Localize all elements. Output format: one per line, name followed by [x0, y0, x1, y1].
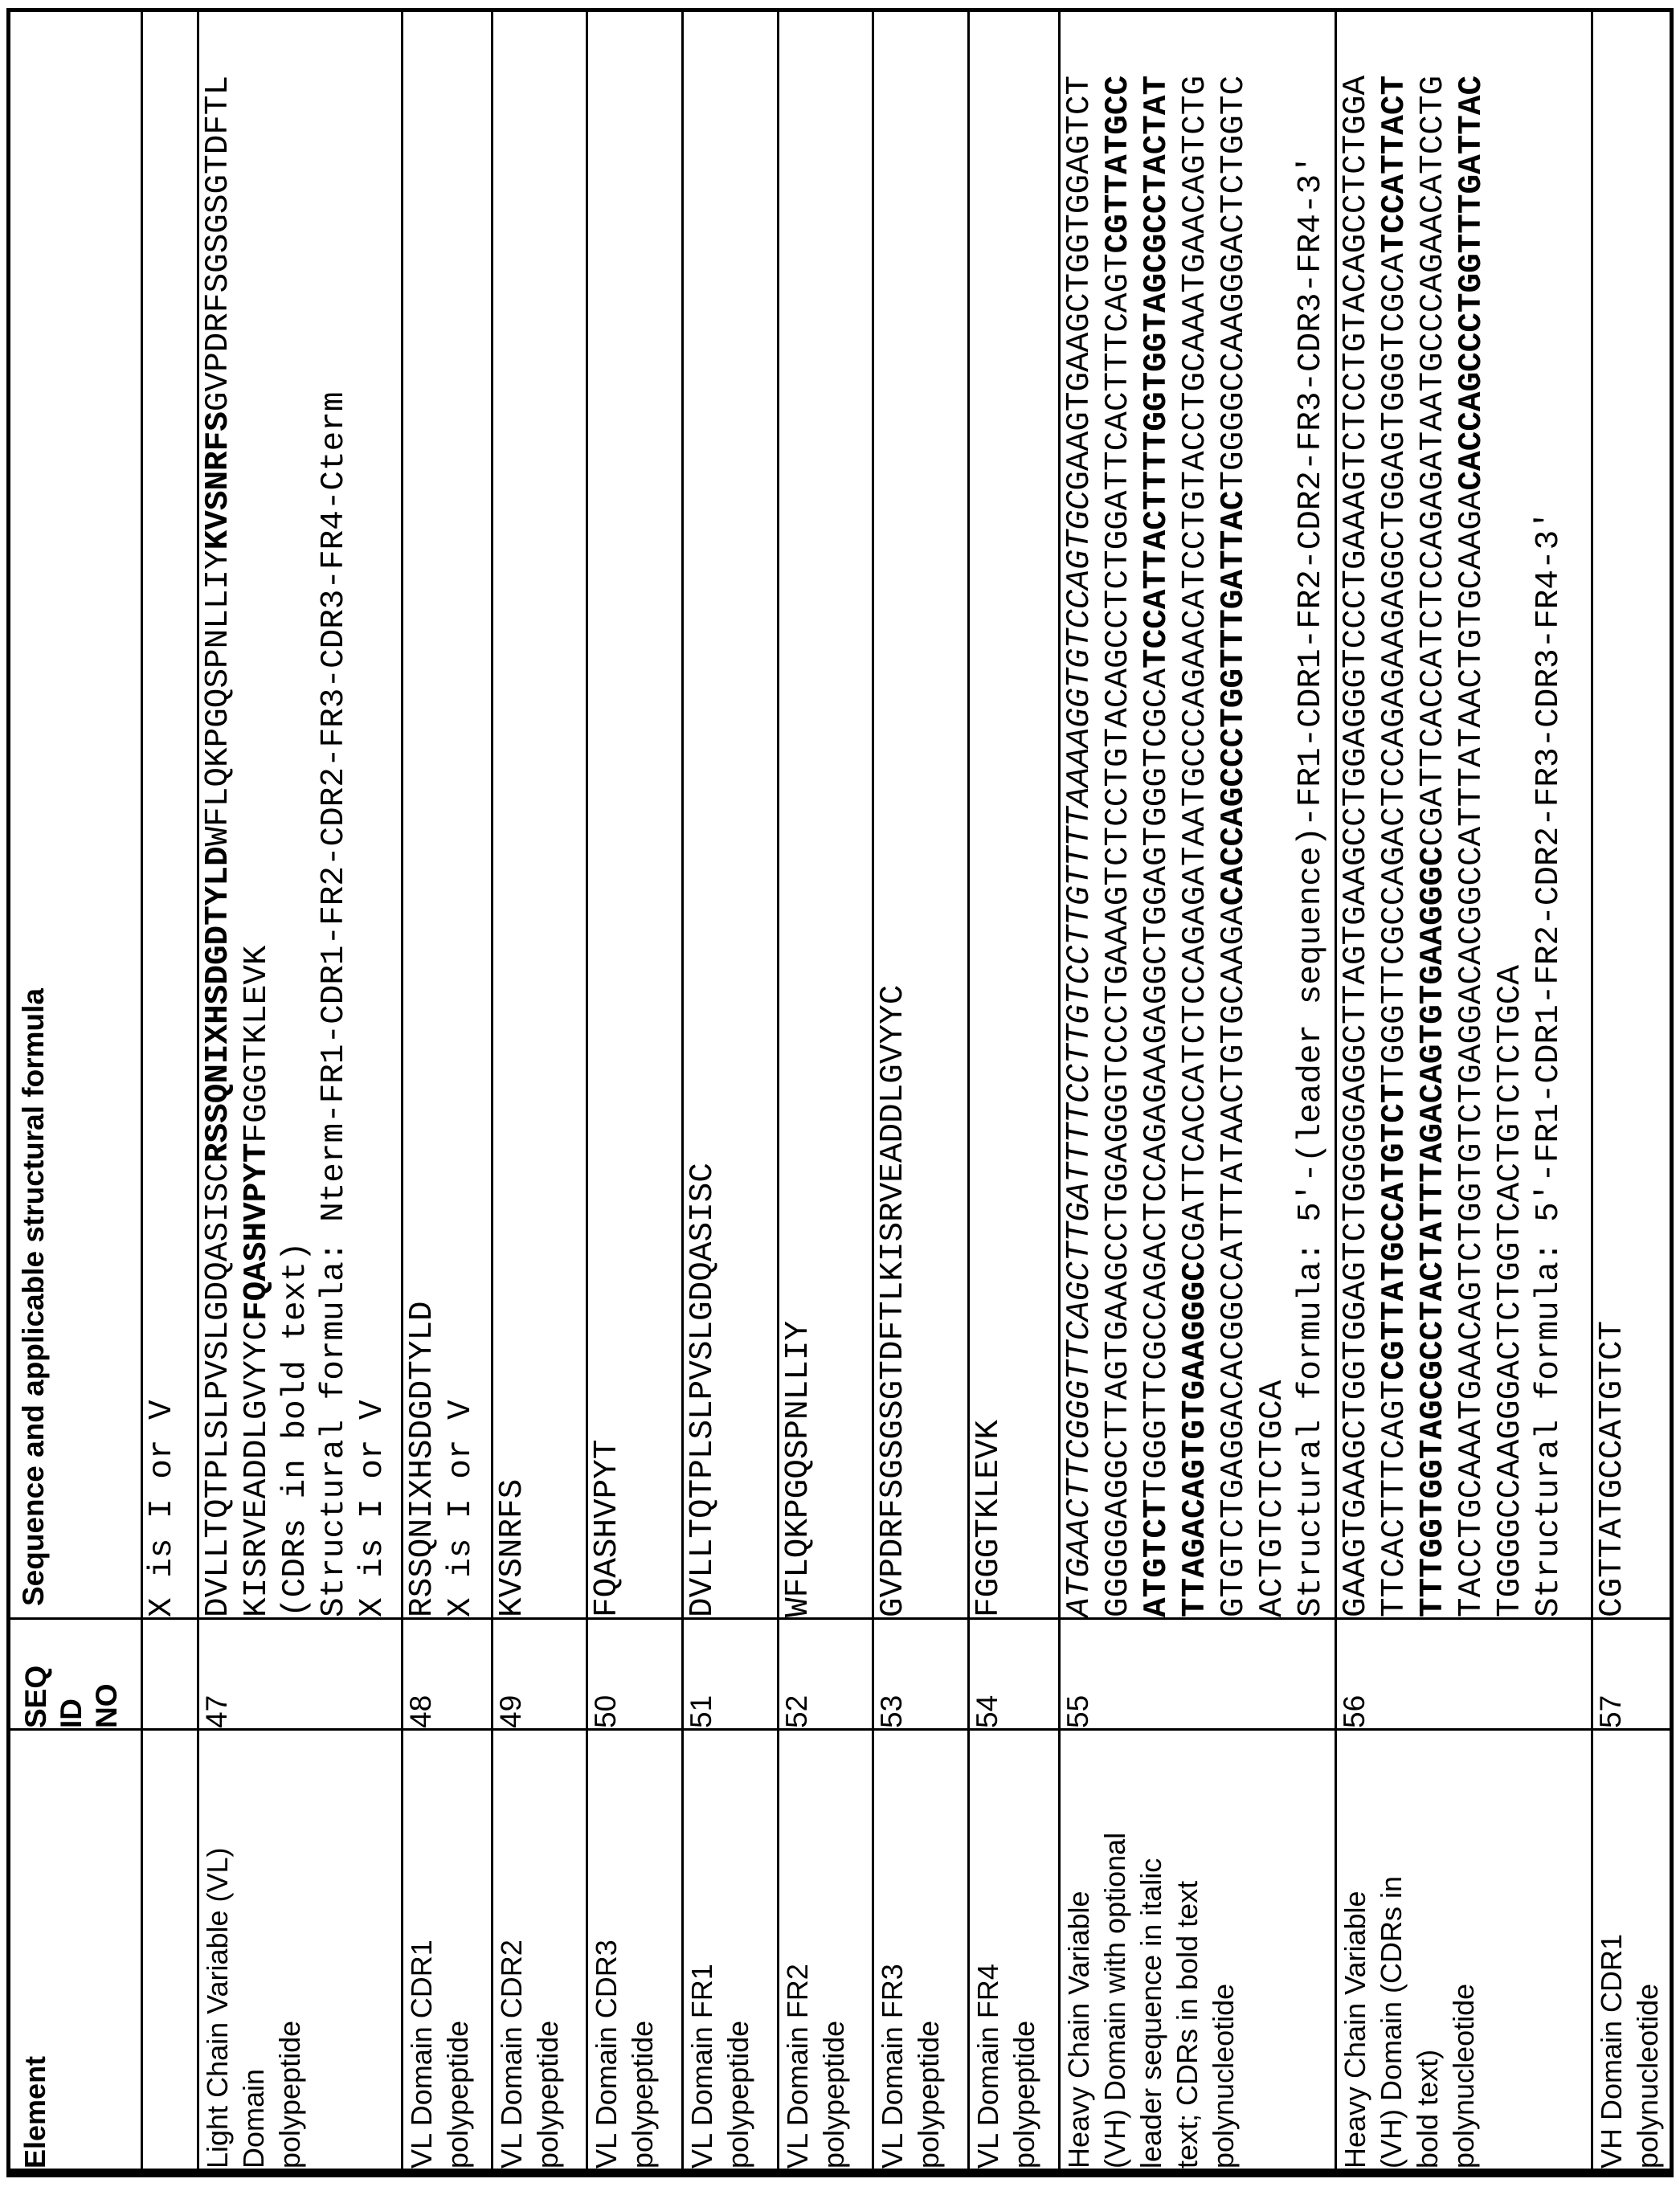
- sequence-line: [1099, 12, 1138, 1617]
- sequence-line: [1491, 12, 1530, 1617]
- sequence-cell: [142, 10, 198, 1619]
- element-line: VL Domain FR3: [876, 1964, 909, 2169]
- element-line: bold text): [1411, 2049, 1444, 2169]
- sequence-cell: [587, 10, 683, 1619]
- element-line: (VH) Domain (CDRs in: [1375, 1875, 1408, 2169]
- sequence-segment: TCCATTACTTTTGGTGGTAGCGCCTACTAT: [1138, 75, 1175, 668]
- seq-id-cell: 53: [873, 1619, 969, 1730]
- sequence-cell: [873, 10, 969, 1619]
- element-line: polypeptide: [721, 2020, 754, 2169]
- sequence-line: [970, 12, 1008, 1617]
- sequence-segment: CGATTCACCATCTCCAGAGATAATGCCCAGAACATCCTG: [1415, 75, 1452, 847]
- sequence-segment: TTTGGTGGTAGCGCCTACTATTTAGACAGTGTGAAGGGC: [1415, 846, 1452, 1617]
- element-cell: [779, 1730, 873, 2173]
- sequence-line: [354, 12, 392, 1617]
- sequence-segment: FQASHVPYT: [239, 1143, 276, 1321]
- sequence-segment: X is I or V: [354, 1400, 391, 1617]
- sequence-cell: [1592, 10, 1672, 1619]
- sequence-segment: CGATTCACCATCTCCAGAGATAATGCCCAGAACATCCTGTACCTGCAAATGAACAGTCTG: [1177, 75, 1214, 1262]
- element-cell: [587, 1730, 683, 2173]
- sequence-segment: TTCACTTTCAGT: [1376, 1380, 1413, 1617]
- sequence-segment: TCCATTACT: [1376, 75, 1413, 254]
- seq-id-cell: 50: [587, 1619, 683, 1730]
- table-row: [1336, 10, 1592, 2173]
- sequence-segment: ACTGTCTCTGCA: [1254, 1380, 1291, 1617]
- sequence-line: [403, 12, 442, 1617]
- element-cell: [403, 1730, 493, 2173]
- element-line: VH Domain CDR1: [1595, 1933, 1628, 2169]
- sequence-segment: FGGGTKLEVK: [971, 1419, 1008, 1617]
- sequence-line: [588, 12, 627, 1617]
- sequence-segment: Structural formula: Nterm-FR1-CDR1-FR2-CDR2-FR3-CDR3-FR4-Cterm: [316, 391, 353, 1617]
- sequence-segment: GAAGTGAAGCTGGTGGAGTCTGGGGGAGGCTTAGTGAAGCCTGGAGGGTCCCTGAAAGTCTCCTGTACAGCCTCTGGA: [1338, 75, 1375, 1617]
- sequence-segment: FQASHVPYT: [589, 1439, 626, 1617]
- sequence-segment: TGGGGCCAAGGGACTCTGGTC: [1216, 75, 1253, 491]
- table-row: [683, 10, 779, 2173]
- seq-id-cell: 51: [683, 1619, 779, 1730]
- sequence-line: [1337, 12, 1375, 1617]
- table-header-row: [9, 10, 142, 2173]
- col-header-seq-id-no: SEQ ID NO: [9, 1619, 142, 1730]
- element-cell: [1592, 1730, 1672, 2173]
- element-cell: [969, 1730, 1060, 2173]
- sequence-segment: GAAGTGAAGCTGGTGGAGTCT: [1061, 75, 1098, 491]
- sequence-segment: RSSQNIXHSDGDTYLD: [404, 1301, 441, 1617]
- table-row: [587, 10, 683, 2173]
- sequence-segment: TACCTGCAAATGAACAGTCTGGTGTCTGAGGACACGGCCATTTATAACTGTGCAAGA: [1453, 490, 1490, 1617]
- seq-id-cell: 47: [198, 1619, 403, 1730]
- element-line: polynucleotide: [1447, 1983, 1480, 2169]
- sequence-cell: [779, 10, 873, 1619]
- element-line: (VH) Domain with optional: [1098, 1832, 1131, 2169]
- seq-id-cell: 57: [1592, 1619, 1672, 1730]
- sequence-line: [315, 12, 354, 1617]
- element-line: polypeptide: [1008, 2020, 1040, 2169]
- table-row: [779, 10, 873, 2173]
- element-line: VL Domain CDR2: [495, 1940, 528, 2169]
- sequence-segment: CGTTATGCCATGTCT: [1594, 1320, 1631, 1617]
- table-row: [493, 10, 587, 2173]
- element-line: Light Chain Variable (VL): [201, 1847, 234, 2169]
- sequence-segment: ATGAACTTCGGGTTCAGCTTGATTTTCCTTGTCCTTGTTTTAAAAGGTGTCCAGTGC: [1061, 490, 1098, 1617]
- sequence-listing-table: [6, 8, 1674, 2177]
- element-line: polypeptide: [817, 2020, 850, 2169]
- element-cell: [1060, 1730, 1336, 2173]
- sequence-line: [1593, 12, 1632, 1617]
- element-cell: [142, 1730, 198, 2173]
- sequence-line: [1530, 12, 1568, 1617]
- sequence-cell: [198, 10, 403, 1619]
- sequence-segment: CGTTATGCCATGTCT: [1376, 1083, 1413, 1380]
- element-line: polypeptide: [912, 2020, 945, 2169]
- sequence-line: [1414, 12, 1453, 1617]
- sequence-line: [1453, 12, 1491, 1617]
- table-row: [1592, 10, 1672, 2173]
- sequence-segment: TTAGACAGTGTGAAGGGC: [1177, 1261, 1214, 1617]
- seq-id-cell: 48: [403, 1619, 493, 1730]
- sequence-line: [1215, 12, 1253, 1617]
- sequence-cell: [1060, 10, 1336, 1619]
- sequence-line: [1138, 12, 1176, 1617]
- sequence-segment: TGGGGCCAAGGGACTCTGGTCACTGTCTCTGCA: [1492, 965, 1529, 1617]
- sequence-segment: GGGGGAGGCTTAGTGAAGCCTGGAGGGTCCCTGAAAGTCTCCTGTACAGCCTCTGGATTCACTTTCAGT: [1100, 253, 1137, 1617]
- sequence-segment: DVLLTQTPLSLPVSLGDQASISC: [200, 1163, 237, 1617]
- col-header-element: Element: [9, 1730, 142, 2173]
- sequence-segment: CACCAGCCCTGGTTTGATTAC: [1216, 490, 1253, 906]
- sequence-line: [684, 12, 722, 1617]
- sequence-cell: [403, 10, 493, 1619]
- sequence-segment: GVPDRFSGSGSGTDFTLKISRVEADDLGVYYC: [875, 984, 912, 1617]
- sequence-segment: WFLQKPGQSPNLLIY: [200, 550, 237, 847]
- table-row: [1060, 10, 1336, 2173]
- sequence-segment: FGGGTKLEVK: [239, 945, 276, 1143]
- sequence-segment: GTGTCTGAGGACACGGCCATTTATAACTGTGCAAGA: [1216, 905, 1253, 1617]
- sequence-line: [1375, 12, 1414, 1617]
- seq-id-cell: 49: [493, 1619, 587, 1730]
- sequence-segment: CACCAGCCCTGGTTTGATTAC: [1453, 75, 1490, 491]
- sequence-segment: KVSNRFS: [200, 411, 237, 550]
- table-body: [9, 10, 1672, 2173]
- element-line: leader sequence in italic: [1134, 1858, 1167, 2169]
- sequence-line: [1253, 12, 1292, 1617]
- sequence-segment: CGTTATGCC: [1100, 75, 1137, 254]
- sequence-line: [1061, 12, 1099, 1617]
- sequence-cell: [969, 10, 1060, 1619]
- sequence-segment: X is I or V: [443, 1400, 480, 1617]
- element-cell: [198, 1730, 403, 2173]
- element-line: polypeptide: [531, 2020, 564, 2169]
- sequence-segment: X is I or V: [144, 1400, 181, 1617]
- sequence-line: [1292, 12, 1331, 1617]
- seq-id-cell: 52: [779, 1619, 873, 1730]
- element-line: VL Domain CDR3: [590, 1940, 623, 2169]
- sequence-segment: RSSQNIXHSDGDTYLD: [200, 846, 237, 1163]
- element-cell: [493, 1730, 587, 2173]
- sequence-line: [199, 12, 238, 1617]
- sequence-segment: TGGGTTCGCCAGACTCCAGAGAAGAGGCTGGAGTGGGTCGCA: [1138, 668, 1175, 1499]
- element-cell: [683, 1730, 779, 2173]
- sequence-segment: WFLQKPGQSPNLLIY: [780, 1320, 817, 1617]
- element-line: polypeptide: [441, 2020, 474, 2169]
- sequence-line: [779, 12, 818, 1617]
- seq-id-cell: 56: [1336, 1619, 1592, 1730]
- element-line: VL Domain CDR1: [405, 1940, 438, 2169]
- sequence-segment: KVSNRFS: [494, 1478, 531, 1617]
- sequence-line: [1176, 12, 1215, 1617]
- element-cell: [1336, 1730, 1592, 2173]
- sequence-cell: [1336, 10, 1592, 1619]
- seq-id-cell: [142, 1619, 198, 1730]
- element-line: polynucleotide: [1631, 1983, 1664, 2169]
- sequence-cell: [683, 10, 779, 1619]
- element-line: Heavy Chain Variable: [1062, 1891, 1095, 2169]
- seq-id-cell: 54: [969, 1619, 1060, 1730]
- sequence-segment: DVLLTQTPLSLPVSLGDQASISC: [685, 1163, 721, 1617]
- sequence-line: [276, 12, 315, 1617]
- sequence-segment: Structural formula: 5'-(leader sequence)-FR1-CDR1-FR2-CDR2-FR3-CDR3-FR4-3': [1293, 154, 1330, 1617]
- sequence-segment: KISRVEADDLGVYYC: [239, 1320, 276, 1617]
- table-row: [403, 10, 493, 2173]
- element-line: text; CDRs in bold text: [1171, 1880, 1204, 2169]
- element-cell: [873, 1730, 969, 2173]
- col-header-sequence: Sequence and applicable structural formula: [9, 10, 142, 1619]
- sequence-line: [238, 12, 276, 1617]
- element-line: polypeptide: [626, 2020, 659, 2169]
- sequence-segment: GVPDRFSGSGSGTDFTL: [200, 75, 237, 412]
- element-line: Domain: [237, 2068, 270, 2169]
- element-line: VL Domain FR2: [781, 1964, 814, 2169]
- element-line: VL Domain FR1: [685, 1964, 718, 2169]
- element-line: VL Domain FR4: [971, 1964, 1004, 2169]
- element-line: polypeptide: [273, 2020, 306, 2169]
- sequence-line: [493, 12, 532, 1617]
- table-row: [969, 10, 1060, 2173]
- sequence-line: [442, 12, 480, 1617]
- element-line: Heavy Chain Variable: [1339, 1891, 1371, 2169]
- sequence-segment: (CDRs in bold text): [277, 1241, 314, 1617]
- seq-id-cell: 55: [1060, 1619, 1336, 1730]
- sequence-segment: Structural formula: 5'-FR1-CDR1-FR2-CDR2-FR3-CDR3-FR4-3': [1531, 510, 1568, 1617]
- sequence-segment: ATGTCT: [1138, 1498, 1175, 1617]
- sequence-line: [874, 12, 913, 1617]
- table-row: [142, 10, 198, 2173]
- element-line: polynucleotide: [1207, 1983, 1240, 2169]
- sequence-line: [143, 12, 182, 1617]
- table-row: [873, 10, 969, 2173]
- sequence-cell: [493, 10, 587, 1619]
- sequence-segment: TGGGTTCGCCAGACTCCAGAGAAGAGGCTGGAGTGGGTCGCA: [1376, 253, 1413, 1084]
- table-row: [198, 10, 403, 2173]
